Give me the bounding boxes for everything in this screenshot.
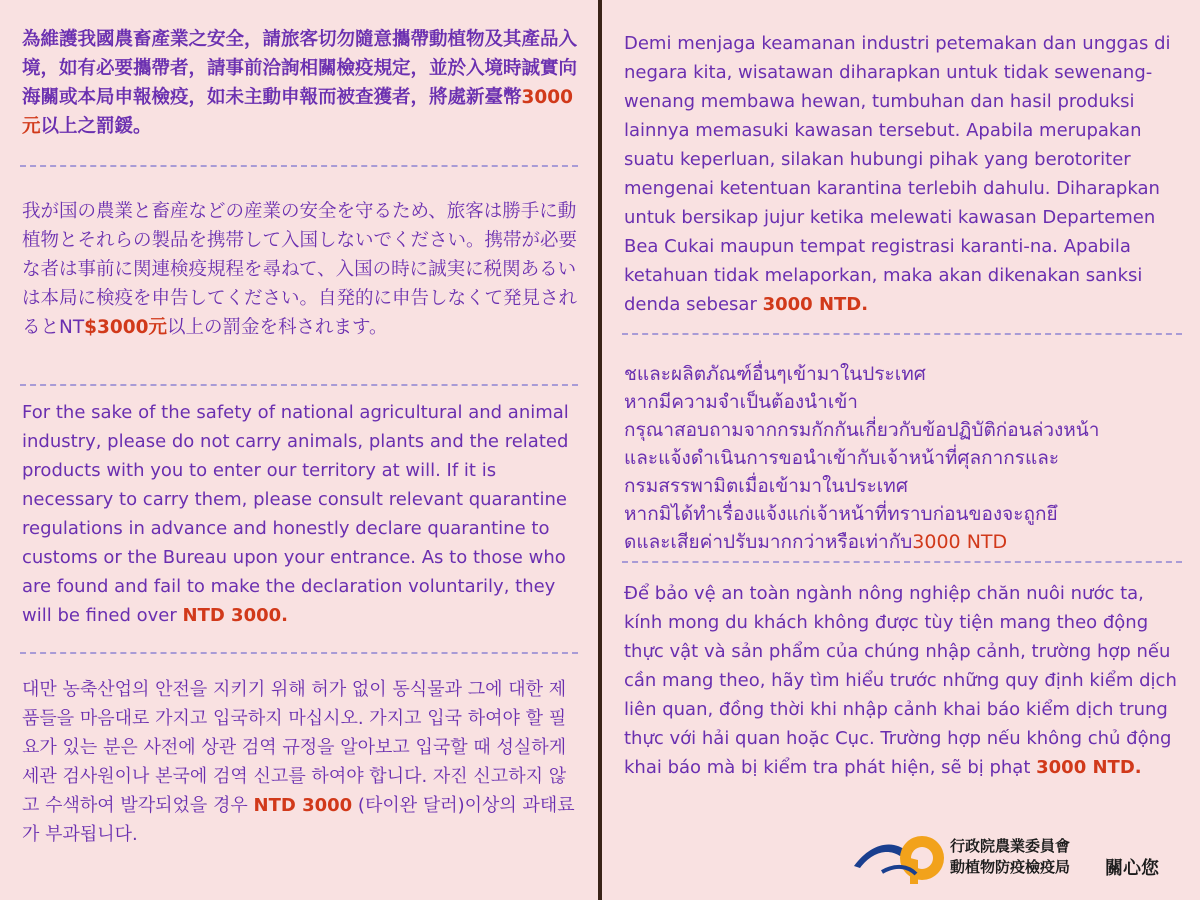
notice-thai: ชและผลิตภัณฑ์อื่นๆเข้ามาในประเทศ หากมีความจำเป็นต้องนำเข้า กรุณาสอบถามจากกรมกักกันเกี่ยวกับข้อปฏิบัติก่อนล่วงหน้า และแจ้งดำเนินการขอนำเข้ากับเจ้าหน้าที่ศุลกากรและ กรมสรรพามิตเมื่อเข้ามาในประเทศ หากมิได้ทำเรื่องแจ้งแก่เจ้าหน้าที่ทราบก่อนของจะถูกยึ ดและเสียค่าปรับมากกว่าหรือเท่ากับ3000 NTD	[624, 363, 1100, 553]
fine-amount: NTD 3000.	[182, 605, 288, 626]
left-column	[0, 0, 598, 900]
fine-amount: NTD 3000	[253, 795, 353, 816]
notice-vietnamese: Để bảo vệ an toàn ngành nông nghiệp chăn nuôi nước ta, kính mong du khách không được tùy tiện mang theo động thực vật và sản phẩm của chúng nhập cảnh, trường hợp nếu cần mang theo, hãy tìm hiểu trước những quy định kiểm dịch liên quan, đồng thời khi nhập cảnh khai báo kiểm dịch trung thực với hải quan hoặc Cục. Trường hợp nếu không chủ động khai báo mà bị kiểm tra phát hiện, sẽ bị phạt 3000 NTD.	[624, 583, 1177, 778]
right-column	[604, 0, 1200, 900]
section-separator	[622, 561, 1182, 563]
notice-chinese: 為維護我國農畜產業之安全，請旅客切勿隨意攜帶動植物及其產品入境，如有必要攜帶者，請事前洽詢相關檢疫規定，並於入境時誠實向海關或本局申報檢疫，如未主動申報而被查獲者，將處新臺幣3000元以上之罰鍰。	[22, 29, 578, 137]
fine-amount: 3000元	[22, 87, 574, 137]
column-divider	[598, 0, 602, 900]
notice-japanese: 我が国の農業と畜産などの産業の安全を守るため、旅客は勝手に動植物とそれらの製品を携帯して入国しないでください。携帯が必要な者は事前に関連検疫規程を尋ねて、入国の時に誠実に税関あるいは本局に検疫を申告してください。自発的に申告しなくて発見されるとNT$3000元以上の罰金を科されます。	[22, 201, 578, 338]
section-separator	[20, 652, 578, 654]
fine-amount: $3000元	[84, 317, 168, 338]
footer	[850, 830, 1180, 886]
section-separator	[20, 384, 578, 386]
section-separator	[622, 333, 1182, 335]
notice-korean: 대만 농축산업의 안전을 지키기 위해 허가 없이 동식물과 그에 대한 제품들을 마음대로 가지고 입국하지 마십시오. 가지고 입국 하여야 할 필요가 있는 분은 사전에 상관 검역 규정을 알아보고 입국할 때 성실하게 세관 검사원이나 본국에 검역 신고를 하여야 합니다. 자진 신고하지 않고 수색하여 발각되었을 경우 NTD 3000 (타이완 달러)이상의 과태료가 부과됩니다.	[22, 679, 575, 845]
notice-english: For the sake of the safety of national agricultural and animal industry, please do not carry animals, plants and the related products with you to enter our territory at will. If it is necessary to carry them, please consult relevant quarantine regulations in advance and honestly declare quarantine to customs or the Bureau upon your entrance. As to those who are found and fail to make the declaration voluntarily, they will be fined over NTD 3000.	[22, 402, 569, 626]
section-separator	[20, 165, 578, 167]
fine-amount: 3000 NTD.	[1036, 757, 1142, 778]
tagline: 關心您	[1105, 858, 1159, 879]
bureau-logo-icon	[852, 830, 946, 884]
fine-amount: 3000 NTD.	[762, 294, 869, 315]
notice-indonesian: Demi menjaga keamanan industri petemakan dan unggas di negara kita, wisatawan diharapkan untuk tidak sewenang-wenang membawa hewan, tumbuhan dan hasil produksi lainnya memasuki kawasan tersebut. Apabila merupakan suatu keperluan, silakan hubungi pihak yang berotoriter mengenai ketentuan karantina terlebih dahulu. Diharapkan untuk bersikap jujur ketika melewati kawasan Departemen Bea Cukai maupun tempat registrasi karanti-na. Apabila ketahuan tidak melaporkan, maka akan dikenakan sanksi denda sebesar 3000 NTD.	[624, 33, 1171, 315]
fine-amount: 3000 NTD	[912, 531, 1008, 553]
organization-name: 行政院農業委員會 動植物防疫檢疫局	[950, 837, 1071, 876]
